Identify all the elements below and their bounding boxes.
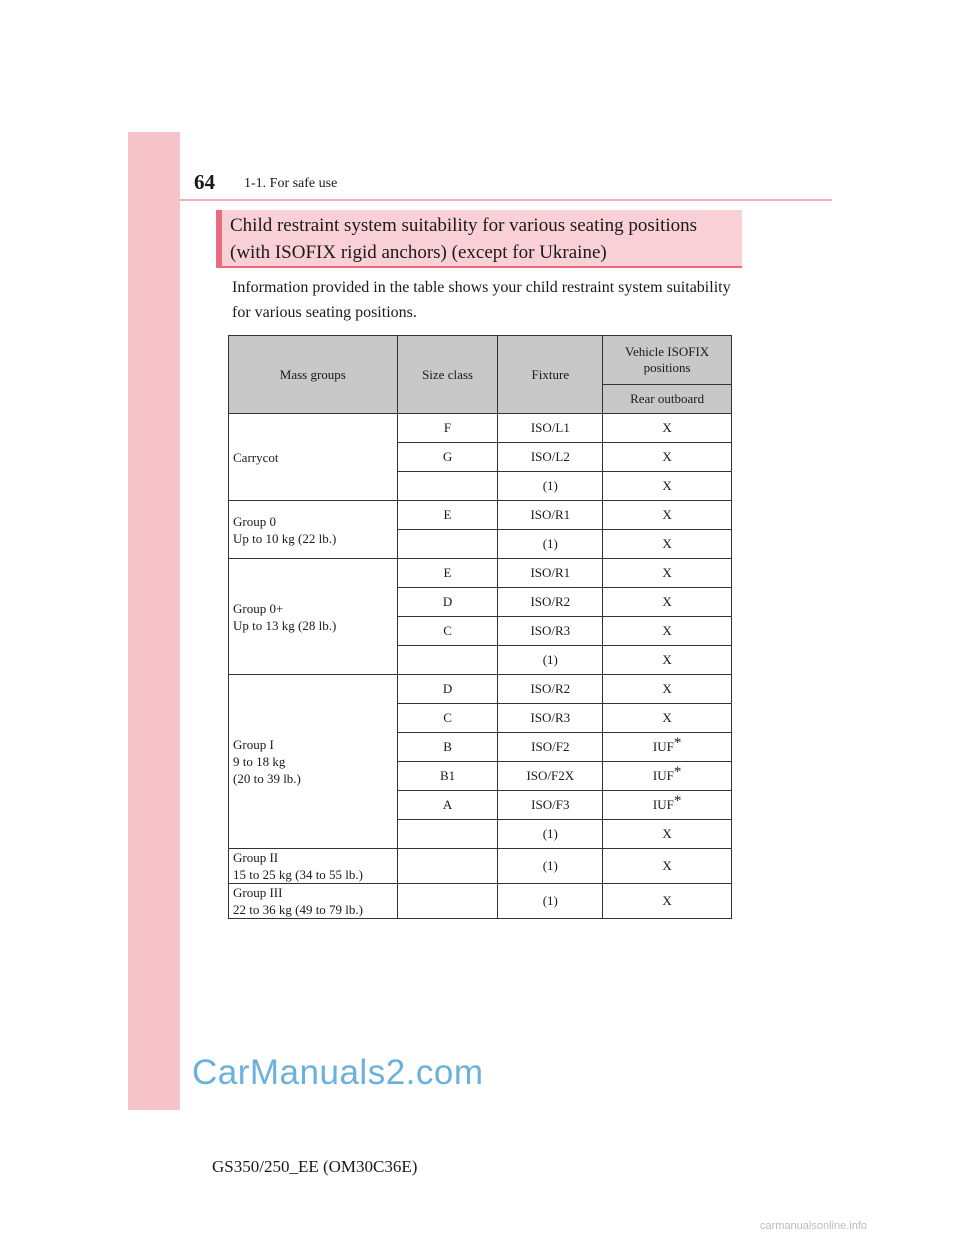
size-class-cell xyxy=(397,646,498,675)
header-fixture: Fixture xyxy=(498,336,603,414)
suitability-value: X xyxy=(662,893,672,908)
fixture-cell: ISO/F2X xyxy=(498,762,603,791)
rear-outboard-cell xyxy=(603,472,732,501)
size-class-cell: B1 xyxy=(397,762,498,791)
rear-outboard-cell xyxy=(603,559,732,588)
rear-outboard-cell xyxy=(603,617,732,646)
fixture-cell: ISO/R1 xyxy=(498,501,603,530)
fixture-cell: (1) xyxy=(498,820,603,849)
suitability-value: X xyxy=(662,536,672,551)
mass-group-line: 22 to 36 kg (49 to 79 lb.) xyxy=(233,902,363,917)
fixture-cell: (1) xyxy=(498,530,603,559)
heading-line-2: (with ISOFIX rigid anchors) (except for Ukraine) xyxy=(230,242,607,263)
table-row xyxy=(229,559,732,588)
fixture-cell: (1) xyxy=(498,849,603,884)
mass-group-line: Up to 13 kg (28 lb.) xyxy=(233,617,337,633)
mass-group-line: Group I xyxy=(233,737,274,752)
suitability-value: X xyxy=(662,420,672,435)
suitability-value: IUF xyxy=(652,738,674,754)
mass-group-cell xyxy=(229,501,398,559)
footnote-asterisk: * xyxy=(673,763,682,780)
rear-outboard-cell xyxy=(603,884,732,919)
rear-outboard-cell xyxy=(603,588,732,617)
header-size-class: Size class xyxy=(397,336,498,414)
footer-model-code: GS350/250_EE (OM30C36E) xyxy=(212,1157,418,1176)
fixture-cell: ISO/R2 xyxy=(498,588,603,617)
chapter-side-strip xyxy=(128,132,180,1110)
rear-outboard-cell xyxy=(603,820,732,849)
header-divider xyxy=(180,199,832,201)
suitability-value: X xyxy=(662,623,672,638)
suitability-value: X xyxy=(662,565,672,580)
size-class-cell xyxy=(397,849,498,884)
mass-group-line: Carrycot xyxy=(233,449,279,465)
size-class-cell: C xyxy=(397,704,498,733)
rear-outboard-cell xyxy=(603,646,732,675)
suitability-value: X xyxy=(662,478,672,493)
watermark-logo: CarManuals2.com xyxy=(192,1053,484,1092)
mass-group-line: Group III xyxy=(233,885,283,900)
intro-paragraph: Information provided in the table shows your child restraint system suitability for various seating positions. xyxy=(232,279,731,321)
table-row xyxy=(229,501,732,530)
table-row xyxy=(229,675,732,704)
size-class-cell xyxy=(397,820,498,849)
mass-group-line: Group 0 xyxy=(233,513,276,529)
size-class-cell xyxy=(397,472,498,501)
table-row xyxy=(229,884,732,919)
header-mass-groups: Mass groups xyxy=(229,336,398,414)
heading-line-1: Child restraint system suitability for various seating positions xyxy=(230,215,698,236)
suitability-value: X xyxy=(662,507,672,522)
rear-outboard-cell xyxy=(603,414,732,443)
size-class-cell: D xyxy=(397,588,498,617)
suitability-value: X xyxy=(662,858,672,873)
rear-outboard-cell xyxy=(603,733,732,762)
fixture-cell: ISO/R3 xyxy=(498,617,603,646)
size-class-cell: G xyxy=(397,443,498,472)
size-class-cell: F xyxy=(397,414,498,443)
table-body xyxy=(229,414,732,919)
mass-group-cell xyxy=(229,414,398,501)
rear-outboard-cell xyxy=(603,675,732,704)
mass-group-cell xyxy=(229,849,398,884)
suitability-value: X xyxy=(662,652,672,667)
suitability-value: X xyxy=(662,449,672,464)
suitability-value: X xyxy=(662,681,672,696)
fixture-cell: ISO/L2 xyxy=(498,443,603,472)
mass-group-cell xyxy=(229,559,398,675)
fixture-cell: (1) xyxy=(498,884,603,919)
rear-outboard-cell xyxy=(603,443,732,472)
fixture-cell: (1) xyxy=(498,646,603,675)
mass-group-cell xyxy=(229,675,398,849)
rear-outboard-cell xyxy=(603,530,732,559)
footnote-asterisk: * xyxy=(673,734,682,751)
rear-outboard-cell xyxy=(603,704,732,733)
fixture-cell: ISO/L1 xyxy=(498,414,603,443)
suitability-table xyxy=(228,335,732,919)
suitability-value: X xyxy=(662,594,672,609)
rear-outboard-cell xyxy=(603,501,732,530)
footnote-asterisk: * xyxy=(673,792,682,809)
mass-group-line: Group 0+ xyxy=(233,600,284,616)
mass-group-line: 9 to 18 kg xyxy=(233,754,286,769)
size-class-cell: E xyxy=(397,501,498,530)
size-class-cell: D xyxy=(397,675,498,704)
size-class-cell xyxy=(397,530,498,559)
mass-group-cell xyxy=(229,884,398,919)
suitability-value: IUF xyxy=(652,767,674,783)
section-heading xyxy=(216,210,742,268)
mass-group-line: 15 to 25 kg (34 to 55 lb.) xyxy=(233,867,363,882)
size-class-cell: B xyxy=(397,733,498,762)
fixture-cell: (1) xyxy=(498,472,603,501)
fixture-cell: ISO/R3 xyxy=(498,704,603,733)
table-row xyxy=(229,414,732,443)
mass-group-line: Up to 10 kg (22 lb.) xyxy=(233,530,337,546)
rear-outboard-cell xyxy=(603,791,732,820)
size-class-cell: A xyxy=(397,791,498,820)
page-number: 64 xyxy=(194,170,215,194)
size-class-cell: E xyxy=(397,559,498,588)
section-label: 1-1. For safe use xyxy=(244,176,338,191)
suitability-value: IUF xyxy=(652,796,674,812)
bottom-watermark: carmanualsonline.info xyxy=(760,1220,868,1232)
rear-outboard-cell xyxy=(603,762,732,791)
size-class-cell xyxy=(397,884,498,919)
header-vehicle-isofix: Vehicle ISOFIX positions xyxy=(603,336,732,385)
fixture-cell: ISO/R1 xyxy=(498,559,603,588)
header-rear-outboard: Rear outboard xyxy=(603,385,732,414)
table-row xyxy=(229,849,732,884)
fixture-cell: ISO/F3 xyxy=(498,791,603,820)
suitability-value: X xyxy=(662,826,672,841)
size-class-cell: C xyxy=(397,617,498,646)
suitability-value: X xyxy=(662,710,672,725)
mass-group-line: (20 to 39 lb.) xyxy=(233,771,301,786)
rear-outboard-cell xyxy=(603,849,732,884)
fixture-cell: ISO/F2 xyxy=(498,733,603,762)
mass-group-line: Group II xyxy=(233,850,279,865)
fixture-cell: ISO/R2 xyxy=(498,675,603,704)
